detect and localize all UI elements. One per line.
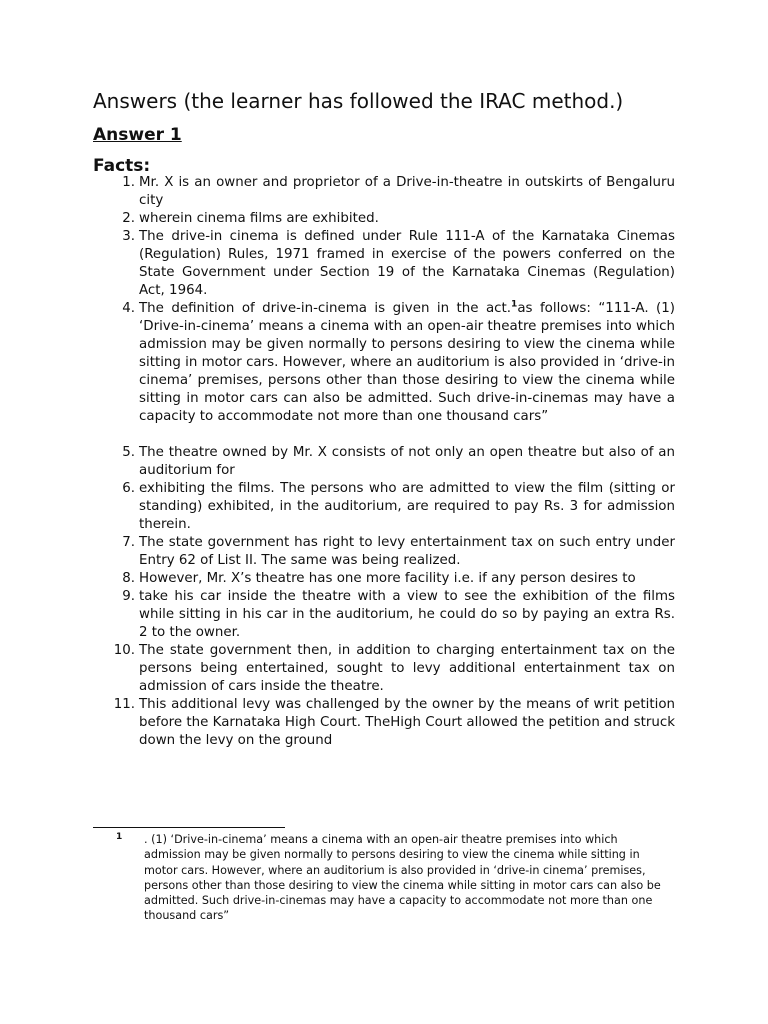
fact-text: The state government has right to levy entertainment tax on such entry under Entry 62 of List II. The same was being realized. xyxy=(139,535,675,568)
fact-text-after-ref: as follows: “111-A. (1) ‘Drive-in-cinema’ means a cinema with an open-air theatre premises into which admission may be given normally to persons desiring to view the cinema while sitting in motor cars. However, where an auditorium is also provided in ‘drive-in cinema’ premises, persons other than those desiring to view the cinema while sitting in motor cars can also be admitted. Such drive-in-cinemas may have a capacity to accommodate not more than one thousand cars” xyxy=(139,301,675,424)
fact-number: 7. xyxy=(122,535,135,550)
fact-item-7 xyxy=(93,534,675,570)
footnote-separator xyxy=(93,827,285,828)
fact-text: take his car inside the theatre with a view to see the exhibition of the films while sitting in his car in the auditorium, he could do so by paying an extra Rs. 2 to the owner. xyxy=(139,589,675,640)
fact-text: The drive-in cinema is defined under Rule 111-A of the Karnataka Cinemas (Regulation) Rules, 1971 framed in exercise of the powers conferred on the State Government under Section 19 of the Karnataka Cinemas (Regulation) Act, 1964. xyxy=(139,229,675,298)
document-heading: Answers (the learner has followed the IRAC method.) xyxy=(93,89,624,113)
fact-number: 2. xyxy=(122,211,135,226)
fact-text: This additional levy was challenged by the owner by the means of writ petition before the Karnataka High Court. TheHigh Court allowed the petition and struck down the levy on the ground xyxy=(139,697,675,748)
fact-number: 10. xyxy=(113,643,135,658)
fact-item-1 xyxy=(93,174,675,210)
fact-text-before-ref: The definition of drive-in-cinema is given in the act. xyxy=(139,301,512,316)
fact-text: The state government then, in addition to charging entertainment tax on the persons being entertained, sought to levy additional entertainment tax on admission of cars inside the theatre. xyxy=(139,643,675,694)
footnote xyxy=(116,832,676,924)
fact-item-9 xyxy=(93,588,675,642)
fact-item-10 xyxy=(93,642,675,696)
facts-list xyxy=(93,174,675,750)
fact-item-3 xyxy=(93,228,675,300)
fact-text: However, Mr. X’s theatre has one more facility i.e. if any person desires to xyxy=(139,571,636,586)
fact-number: 1. xyxy=(122,175,135,190)
fact-item-6 xyxy=(93,480,675,534)
fact-item-5 xyxy=(93,444,675,480)
answer-title: Answer 1 xyxy=(93,125,182,145)
fact-text: exhibiting the films. The persons who are admitted to view the film (sitting or standing) exhibited, in the auditorium, are required to pay Rs. 3 for admission therein. xyxy=(139,481,675,532)
fact-number: 9. xyxy=(122,589,135,604)
fact-number: 6. xyxy=(122,481,135,496)
fact-item-11 xyxy=(93,696,675,750)
fact-item-8 xyxy=(93,570,675,588)
footnote-mark: 1 xyxy=(116,832,123,842)
facts-title: Facts: xyxy=(93,156,151,176)
fact-item-4 xyxy=(93,300,675,426)
footnote-text: . (1) ‘Drive-in-cinema’ means a cinema with an open-air theatre premises into which admission may be given normally to persons desiring to view the cinema while sitting in motor cars. However, where an auditorium is also provided in ‘drive-in cinema’ premises, persons other than those desiring to view the cinema while sitting in motor cars can also be admitted. Such drive-in-cinemas may have a capacity to accommodate not more than one thousand cars” xyxy=(144,833,661,923)
fact-number: 5. xyxy=(122,445,135,460)
fact-number: 11. xyxy=(113,697,135,712)
fact-text: The theatre owned by Mr. X consists of not only an open theatre but also of an auditorium for xyxy=(139,445,675,478)
fact-number: 8. xyxy=(122,571,135,586)
fact-number: 3. xyxy=(122,229,135,244)
fact-text: Mr. X is an owner and proprietor of a Drive-in-theatre in outskirts of Bengaluru city xyxy=(139,175,675,208)
fact-text: wherein cinema films are exhibited. xyxy=(139,211,379,226)
fact-number: 4. xyxy=(122,301,135,316)
footnote-reference[interactable]: 1 xyxy=(511,299,518,310)
fact-item-2 xyxy=(93,210,675,228)
